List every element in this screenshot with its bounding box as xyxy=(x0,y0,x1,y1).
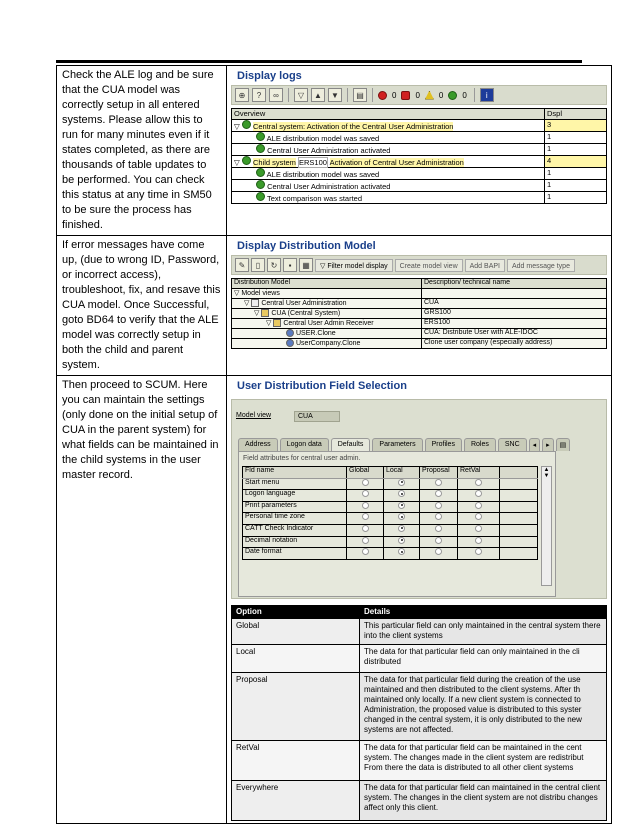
option-name: Local xyxy=(232,645,360,673)
field-selection-panel xyxy=(231,399,607,599)
info-icon[interactable]: i xyxy=(480,88,494,102)
expand-icon[interactable]: ▽ xyxy=(266,320,272,327)
log-text: Central system: Activation of the Central User Administration xyxy=(252,122,454,131)
log-dspl: 1 xyxy=(545,132,607,144)
log-text: Text comparison was started xyxy=(266,194,362,203)
field-row: Date format xyxy=(243,548,538,560)
model-icon xyxy=(251,299,259,307)
green-light-icon xyxy=(256,180,265,189)
log-overview xyxy=(231,108,607,204)
tab-strip xyxy=(238,438,570,451)
log-text: Child system xyxy=(252,158,296,167)
tab-snc[interactable]: SNC xyxy=(498,438,527,451)
global-radio[interactable] xyxy=(362,490,369,497)
log-dspl: 4 xyxy=(545,156,607,168)
option-desc: This particular field can only maintained in the central system there into the client systems xyxy=(360,619,607,645)
step-row xyxy=(57,236,612,376)
tab-defaults[interactable]: Defaults xyxy=(331,438,371,451)
log-dspl: 1 xyxy=(545,144,607,156)
display-logs-screen xyxy=(227,66,612,236)
proposal-radio[interactable] xyxy=(435,537,442,544)
model-view-label: Model view xyxy=(236,412,272,419)
expand-icon[interactable]: ▽ xyxy=(234,158,240,167)
local-radio[interactable] xyxy=(398,548,405,555)
tab-logon-data[interactable]: Logon data xyxy=(280,438,329,451)
scroll-down-icon[interactable]: ▼ xyxy=(543,473,550,479)
expand-icon[interactable]: ▽ xyxy=(234,122,240,131)
tab-profiles[interactable]: Profiles xyxy=(425,438,462,451)
details-header: Details xyxy=(360,606,607,619)
add-message-type-button[interactable]: Add message type xyxy=(507,259,575,272)
log-line[interactable] xyxy=(232,120,607,132)
log-line[interactable] xyxy=(232,168,607,180)
field-row: CATT Check Indicator xyxy=(243,524,538,536)
sort-desc-icon[interactable]: ▼ xyxy=(328,88,342,102)
field-attributes-panel xyxy=(238,451,556,597)
local-radio[interactable] xyxy=(398,479,405,486)
proposal-radio[interactable] xyxy=(435,490,442,497)
option-desc: The data for that particular field can be maintained in the cent system. The changes made in the client system are redistribut From there the data is distributed to all other client systems xyxy=(360,741,607,781)
global-radio[interactable] xyxy=(362,525,369,532)
option-row xyxy=(232,781,607,821)
global-radio[interactable] xyxy=(362,502,369,509)
log-line[interactable] xyxy=(232,156,607,168)
proposal-radio[interactable] xyxy=(435,548,442,555)
error-icon[interactable] xyxy=(401,91,410,100)
edit-icon[interactable]: ✎ xyxy=(235,258,249,272)
option-row xyxy=(232,741,607,781)
screen-title: Display Distribution Model xyxy=(237,240,376,252)
error-count: 0 xyxy=(415,90,420,100)
col-local: Local xyxy=(384,467,420,479)
option-row xyxy=(232,619,607,645)
glasses-icon[interactable]: ∞ xyxy=(269,88,283,102)
top-rule xyxy=(56,60,582,63)
col-proposal: Proposal xyxy=(420,467,458,479)
retval-radio[interactable] xyxy=(475,537,482,544)
dspl-header: Dspl xyxy=(545,109,607,120)
warning-count: 0 xyxy=(438,90,444,100)
tab-roles[interactable]: Roles xyxy=(464,438,496,451)
proposal-radio[interactable] xyxy=(435,502,442,509)
log-line[interactable] xyxy=(232,144,607,156)
expand-icon[interactable]: ▽ xyxy=(254,310,260,317)
field-row: Decimal notation xyxy=(243,536,538,548)
filter-model-button[interactable]: ▽ Filter model display xyxy=(315,259,393,272)
log-line[interactable] xyxy=(232,132,607,144)
log-dspl: 1 xyxy=(545,192,607,204)
log-text: Central User Administration activated xyxy=(267,182,391,191)
proposal-radio[interactable] xyxy=(435,513,442,520)
tree-node[interactable]: ▽ Central User Administration CUA xyxy=(232,299,607,309)
warning-icon[interactable] xyxy=(425,91,434,100)
field-row: Personal time zone xyxy=(243,513,538,525)
expand-icon[interactable]: ▽ xyxy=(244,300,250,307)
overview-header: Overview xyxy=(232,109,545,120)
refresh-icon[interactable]: ↻ xyxy=(267,258,281,272)
tree-node[interactable]: UserCompany.Clone Clone user company (especially address) xyxy=(232,339,607,349)
green-light-icon xyxy=(256,144,265,153)
dist-col-header: Distribution Model xyxy=(232,279,422,289)
log-line[interactable] xyxy=(232,192,607,204)
field-row: Start menu xyxy=(243,478,538,490)
step-row xyxy=(57,66,612,236)
panel-title: Field attributes for central user admin. xyxy=(243,455,361,462)
screen-title: Display logs xyxy=(237,70,302,82)
option-row xyxy=(232,673,607,741)
tab-scroll-left-icon[interactable]: ◂ xyxy=(529,438,541,451)
desc-col-header: Description/ technical name xyxy=(422,279,607,289)
stop-icon[interactable] xyxy=(378,91,387,100)
options-table xyxy=(231,605,607,821)
system-icon xyxy=(273,319,281,327)
step-text: If error messages have come up, (due to wrong ID, Password, or incorrect access), troubleshoot, fix, and resave this CUA model. Once Successful, goto BD64 to verify that the ALE model was correctly setup in both the child and parent system. xyxy=(57,236,227,376)
dist-toolbar xyxy=(231,255,607,275)
distribution-model-screen xyxy=(227,236,612,376)
option-name: Global xyxy=(232,619,360,645)
expand-icon[interactable]: ▽ xyxy=(234,290,240,297)
option-header: Option xyxy=(232,606,360,619)
tree-node[interactable]: ▽ CUA (Central System) GRS100 xyxy=(232,309,607,319)
scrollbar[interactable] xyxy=(541,466,552,586)
tab-address[interactable]: Address xyxy=(238,438,278,451)
save-icon[interactable]: ▪ xyxy=(283,258,297,272)
proposal-radio[interactable] xyxy=(435,525,442,532)
log-text-2: Activation of Central User Administration xyxy=(329,158,464,167)
global-radio[interactable] xyxy=(362,513,369,520)
global-radio[interactable] xyxy=(362,548,369,555)
step-row xyxy=(57,376,612,824)
scroll-up-icon[interactable]: ▲ xyxy=(543,467,550,473)
method-icon xyxy=(286,339,294,347)
sort-asc-icon[interactable]: ▲ xyxy=(311,88,325,102)
field-row: Logon language xyxy=(243,490,538,502)
grid-icon[interactable]: ▦ xyxy=(299,258,313,272)
green-light-icon xyxy=(256,192,265,201)
log-text: ALE distribution model was saved xyxy=(266,170,380,179)
help-icon[interactable]: ? xyxy=(252,88,266,102)
green-light-icon xyxy=(242,156,251,165)
success-count: 0 xyxy=(462,90,467,100)
tree-node[interactable]: ▽ Central User Admin Receiver ERS100 xyxy=(232,319,607,329)
log-toolbar xyxy=(231,85,607,105)
local-radio[interactable] xyxy=(398,502,405,509)
retval-radio[interactable] xyxy=(475,548,482,555)
global-radio[interactable] xyxy=(362,537,369,544)
add-bapi-button[interactable]: Add BAPI xyxy=(465,259,505,272)
col-retval: RetVal xyxy=(458,467,500,479)
screen-title: User Distribution Field Selection xyxy=(237,380,407,392)
zoom-in-icon[interactable]: ⊕ xyxy=(235,88,249,102)
method-icon xyxy=(286,329,294,337)
option-name: Everywhere xyxy=(232,781,360,821)
retval-radio[interactable] xyxy=(475,479,482,486)
local-radio[interactable] xyxy=(398,513,405,520)
tree-node[interactable]: ▽ Model views xyxy=(232,289,607,299)
tab-scroll-right-icon[interactable]: ▸ xyxy=(542,438,554,451)
option-desc: The data for that particular field during the creation of the use maintained and then distributed to the client systems. After th maintained only locally. If a new client system is connected to Administration, the proposed value is distributed to this syster changed in the central system, it is only distributed to the new systems are not affected. xyxy=(360,673,607,741)
tab-list-icon[interactable]: ▤ xyxy=(556,438,571,451)
scum-screen xyxy=(227,376,612,824)
local-radio[interactable] xyxy=(398,537,405,544)
option-name: Proposal xyxy=(232,673,360,741)
log-line[interactable] xyxy=(232,180,607,192)
tree-node[interactable]: USER.Clone CUA: Distribute User with ALE-IDOC xyxy=(232,329,607,339)
filter-icon[interactable]: ▽ xyxy=(294,88,308,102)
stop-count: 0 xyxy=(392,90,397,100)
step-text: Then proceed to SCUM. Here you can maintain the settings (only done on the initial setup of CUA in the parent system) for what fields can be maintained in the child systems in the user master record. xyxy=(57,376,227,824)
retval-radio[interactable] xyxy=(475,502,482,509)
proposal-radio[interactable] xyxy=(435,479,442,486)
filter-icon: ▽ xyxy=(320,262,326,270)
field-row: Print parameters xyxy=(243,501,538,513)
system-id: ERS100 xyxy=(299,158,327,167)
option-name: RetVal xyxy=(232,741,360,781)
create-model-view-button[interactable]: Create model view xyxy=(395,259,463,272)
option-desc: The data for that particular field can only maintained in the cli distributed xyxy=(360,645,607,673)
system-icon xyxy=(261,309,269,317)
tab-parameters[interactable]: Parameters xyxy=(372,438,422,451)
option-row xyxy=(232,645,607,673)
green-light-icon xyxy=(256,132,265,141)
log-dspl: 1 xyxy=(545,180,607,192)
log-text: ALE distribution model was saved xyxy=(266,134,380,143)
distribution-tree xyxy=(231,278,607,349)
field-grid xyxy=(242,466,538,560)
print-icon[interactable]: ▤ xyxy=(353,88,367,102)
log-dspl: 3 xyxy=(545,120,607,132)
option-desc: The data for that particular field can maintained in the central client system. The changes in the client system are not distribu changes affect only this client. xyxy=(360,781,607,821)
global-radio[interactable] xyxy=(362,479,369,486)
retval-radio[interactable] xyxy=(475,490,482,497)
model-view-input[interactable]: CUA xyxy=(294,411,340,422)
green-light-icon xyxy=(242,120,251,129)
local-radio[interactable] xyxy=(398,525,405,532)
col-fld-name: Fld name xyxy=(243,467,347,479)
step-text: Check the ALE log and be sure that the CUA model was correctly setup in all entered systems. Please allow this to run for many minutes even if it states completed, as there are thousands of table updates to be performed. You can check this status at any time in SM50 to be sure the process has finished. xyxy=(57,66,227,236)
copy-icon[interactable]: ▯ xyxy=(251,258,265,272)
green-light-icon xyxy=(256,168,265,177)
retval-radio[interactable] xyxy=(475,525,482,532)
success-icon[interactable] xyxy=(448,91,457,100)
local-radio[interactable] xyxy=(398,490,405,497)
retval-radio[interactable] xyxy=(475,513,482,520)
instruction-table xyxy=(56,65,612,824)
col-global: Global xyxy=(347,467,384,479)
log-text: Central User Administration activated xyxy=(267,146,391,155)
log-dspl: 1 xyxy=(545,168,607,180)
